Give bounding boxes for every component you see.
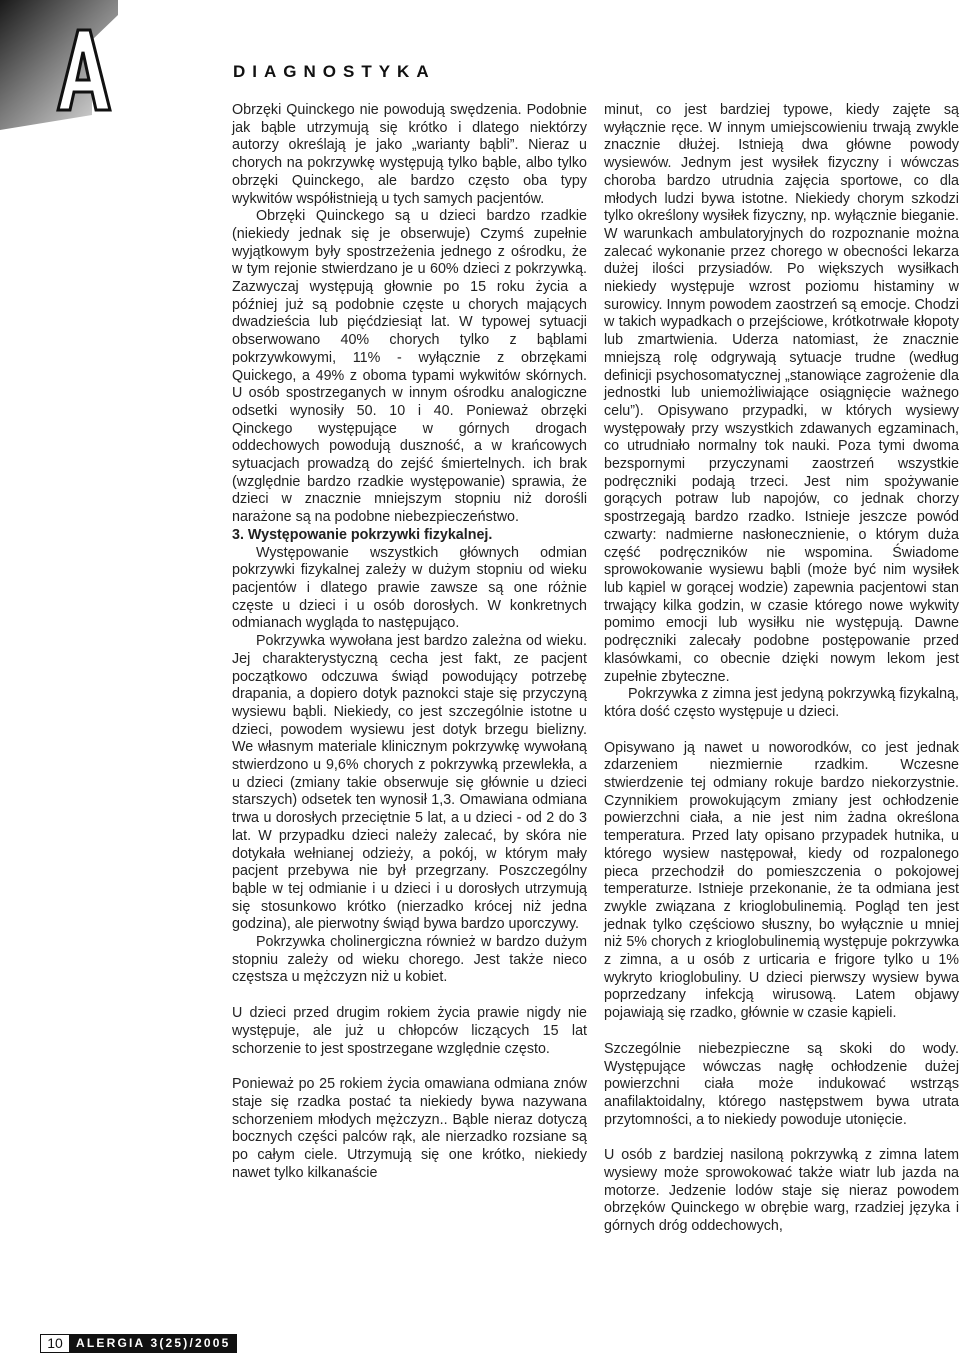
section-title: DIAGNOSTYKA: [233, 62, 436, 81]
paragraph: Pokrzywka cholinergiczna również w bardzo dużym stopniu zależy od wieku chorego. Jest także nieco częstsza u mężczyzn niż u kobiet.: [232, 934, 587, 986]
paragraph: Pokrzywka wywołana jest bardzo zależna od wieku. Jej charakterystyczną cecha jest fakt, ze pacjent początkowo odczuwa świąd powodujący potrzebę drapania, a dopiero dotyk paznokci staje się przyczyną wysiewu bąbli. Niekiedy, co jest szczególnie istotne u dzieci, powodem wysiewu jest dotyk brzegu bielizny. We własnym materiale klinicznym pokrzywkę wywołaną stwierdzono u 9,6% chorych z pokrzywką przewlekła, a u dzieci (zmiany takie obserwuje się głównie u dzieci starszych) odsetek ten wynosił 1,3. Omawiana odmiana trwa u dorosłych przeciętnie 5 lat, a u dzieci - od 2 do 3 lat. W przypadku dzieci należy zalecać, by skóra nie dotykała wełnianej odzieży, a pokój, w którym mały pacjent przebywa nie był przegrzany. Poszczególny bąble w tej odmianie i u dzieci i u dorosłych utrzymują się stosunkowo krótko (nierzadko krócej niż jedna godzina), ale pierwotny świąd bywa bardzo uporczywy.: [232, 633, 587, 933]
paragraph: Ponieważ po 25 rokiem życia omawiana odmiana znów staje się rzadka postać ta niekiedy bywa nazywana schorzeniem młodych mężczyzn.. Bąble nieraz dotyczą bocznych części palców rąk, ale nierzadko rozsiane są po całym ciele. Utrzymują się one krótko, niekiedy nawet tylko kilkanaście: [232, 1076, 587, 1181]
paragraph: Obrzęki Quinckego nie powodują swędzenia. Podobnie jak bąble utrzymują się krótko i dlatego niektórzy autorzy określają je jako „warianty bąbli”. Nieraz u chorych na pokrzywkę występują tylko bąble, albo tylko obrzęki Quinckego, ale bardzo często oba typy wykwitów współistnieją u tych samych pacjentów.: [232, 102, 587, 207]
paragraph: Obrzęki Quinckego są u dzieci bardzo rzadkie (niekiedy jednak się je obserwuje) Czymś zupełnie wyjątkowym były spostrzeżenia jednego z ośrodku, że w tym rejonie stwierdzano je u 60% dzieci z pokrzywką. Zazwyczaj występują głownie po 15 roku życia a później już są podobnie częste u chorych mających dwadzieścia lub pięćdziesiąt lat. W typowej sytuacji obserwowano 40% chorych tylko z bąblami pokrzywkowymi, 11% - wyłącznie z obrzękami Quickego, a 49% z oboma typami wykwitów skórnych. U osób spostrzeganych w innym ośrodku analogiczne odsetki wynosiły 50. 10 i 40. Ponieważ obrzęki Qinckego występujące w górnych drogach oddechowych powodują duszność, a w krańcowych sytuacjach prowadzą do zejść śmiertelnych. ich brak (względnie bardzo rzadkie występowanie) sprawia, że dzieci w znacznie mniejszym stopniu niż dorośli narażone są na podobne niebezpieczeństwo.: [232, 208, 587, 526]
page-footer: [40, 1334, 237, 1353]
paragraph: Opisywano ją nawet u noworodków, co jest jednak zdarzeniem niezmiernie rzadkim. Wczesne stwierdzenie tej odmiany rokuje bardzo niekorzystnie. Czynnikiem prowokującym zmiany jest ochłodzenie powierzchni ciała, a nie jest nim żadna określona temperatura. Przed laty opisano przypadek hutnika, u którego wysiew następował, kiedy od rozpalonego pieca przechodził do pomieszczenia o pokojowej temperaturze. Istnieje przekonanie, że ta odmiana jest zwykle związana z krioglobulinemią. Pogląd ten jest jednak tylko częściowo słuszny, bo wyłącznie u mniej niż 5% chorych z krioglobulinemią występuje pokrzywka z zimna, a u osób z urticaria e frigore tylko u 1% wykryto krioglobuliny. U dzieci pierwszy wysiew bywa poprzedzany infekcją wirusową. Latem objawy pojawiają się rzadko, głównie w czasie kąpieli.: [604, 739, 959, 1022]
paragraph: U dzieci przed drugim rokiem życia prawie nigdy nie występuje, ale już u chłopców liczących 15 lat schorzenie to jest spostrzegane względnie często.: [232, 1005, 587, 1057]
paragraph: Szczególnie niebezpieczne są skoki do wody. Występujące wówczas nagłę ochłodzenie dużej powierzchni ciała może indukować wstrząs anafilaktoidalny, którego następstwem bywa utrata przytomności, a to niekiedy powoduje utonięcie.: [604, 1040, 959, 1128]
page-number: 10: [40, 1334, 70, 1353]
paragraph: Pokrzywka z zimna jest jedyną pokrzywką fizykalną, która dość często występuje u dzieci.: [604, 686, 959, 720]
paragraph: U osób z bardziej nasiloną pokrzywką z zimna latem wysiewy może sprowokować także wiatr lub jazda na motorze. Jedzenie lodów staje się nieraz powodem obrzęków Quinckego w obrębie warg, rzadziej języka i górnych dróg oddechowych,: [604, 1147, 959, 1235]
section-heading: 3. Występowanie pokrzywki fizykalnej.: [232, 526, 493, 543]
journal-title: ALERGIA 3(25)/2005: [70, 1334, 237, 1353]
paragraph: minut, co jest bardziej typowe, kiedy zajęte są wyłącznie ręce. W innym umiejscowieniu trwają zwykle znacznie dłużej. Istnieją dwa główne powody wysiewów. Jednym jest wysiłek fizyczny i wówczas choroba bardzo utrudnia zajęcia sportowe, co dla młodych ludzi bywa istotne. Niekiedy chorym szkodzi tylko określony wysiłek fizyczny, np. wyłącznie bieganie. W warunkach ambulatoryjnych do rozpoznanie można zalecać wykonanie przez chorego w obecności lekarza dużej ilości przysiadów. Po większych wysiłkach niekiedy występuje wzrost poziomu histaminy w surowicy. Innym powodem zaostrzeń są emocje. Chodzi w takich wypadkach o przejściowe, krótkotrwałe kłopoty lub zmartwienia. Uderza natomiast, że znacznie mniejszą rolę odgrywają sytuacje trudne (według definicji psychosomatycznej „stanowiące zagrożenie dla jednostki lub uniemożliwiające osiągnięcie ważnego celu”). Opisywano przypadki, w których wysiewy występowały przy wszystkich zdawanych egzaminach, co utrudniało normalny tok nauki. Poza tymi dwoma bezspornymi przyczynami zaostrzeń wszystkie podręczniki podają trzeci. Jest nim spożywanie gorących potraw lub napojów, co jednak chorzy spostrzegają bardzo rzadko. Istnieje jeszcze powód czwarty: nadmierne nasłonecznienie, o którym duża część podręczników nie wspomina. Świadome sprowokowanie wysiewu bąbli (może być nim wysiłek lub kąpiel w gorącej wodzie) zapewnia pacjentowi stan trwający kilka godzin, w czasie którego nowe wykwity pomimo emocji lub wysiłku nie występują. Dawne podręczniki zalecały podobne postępowanie przed klasówkami, co obecnie dzięki nowym lekom jest zupełnie zbyteczne.: [604, 102, 959, 685]
left-column: [232, 102, 587, 1182]
section-corner-logo: [0, 0, 135, 130]
right-column: [604, 102, 959, 1236]
paragraph: Występowanie wszystkich głównych odmian pokrzywki fizykalnej zależy w dużym stopniu od wieku pacjentów i dlatego prawie zawsze są one różnie częste u dzieci i u osób dorosłych. W konkretnych odmianach wygląda to następująco.: [232, 544, 587, 632]
